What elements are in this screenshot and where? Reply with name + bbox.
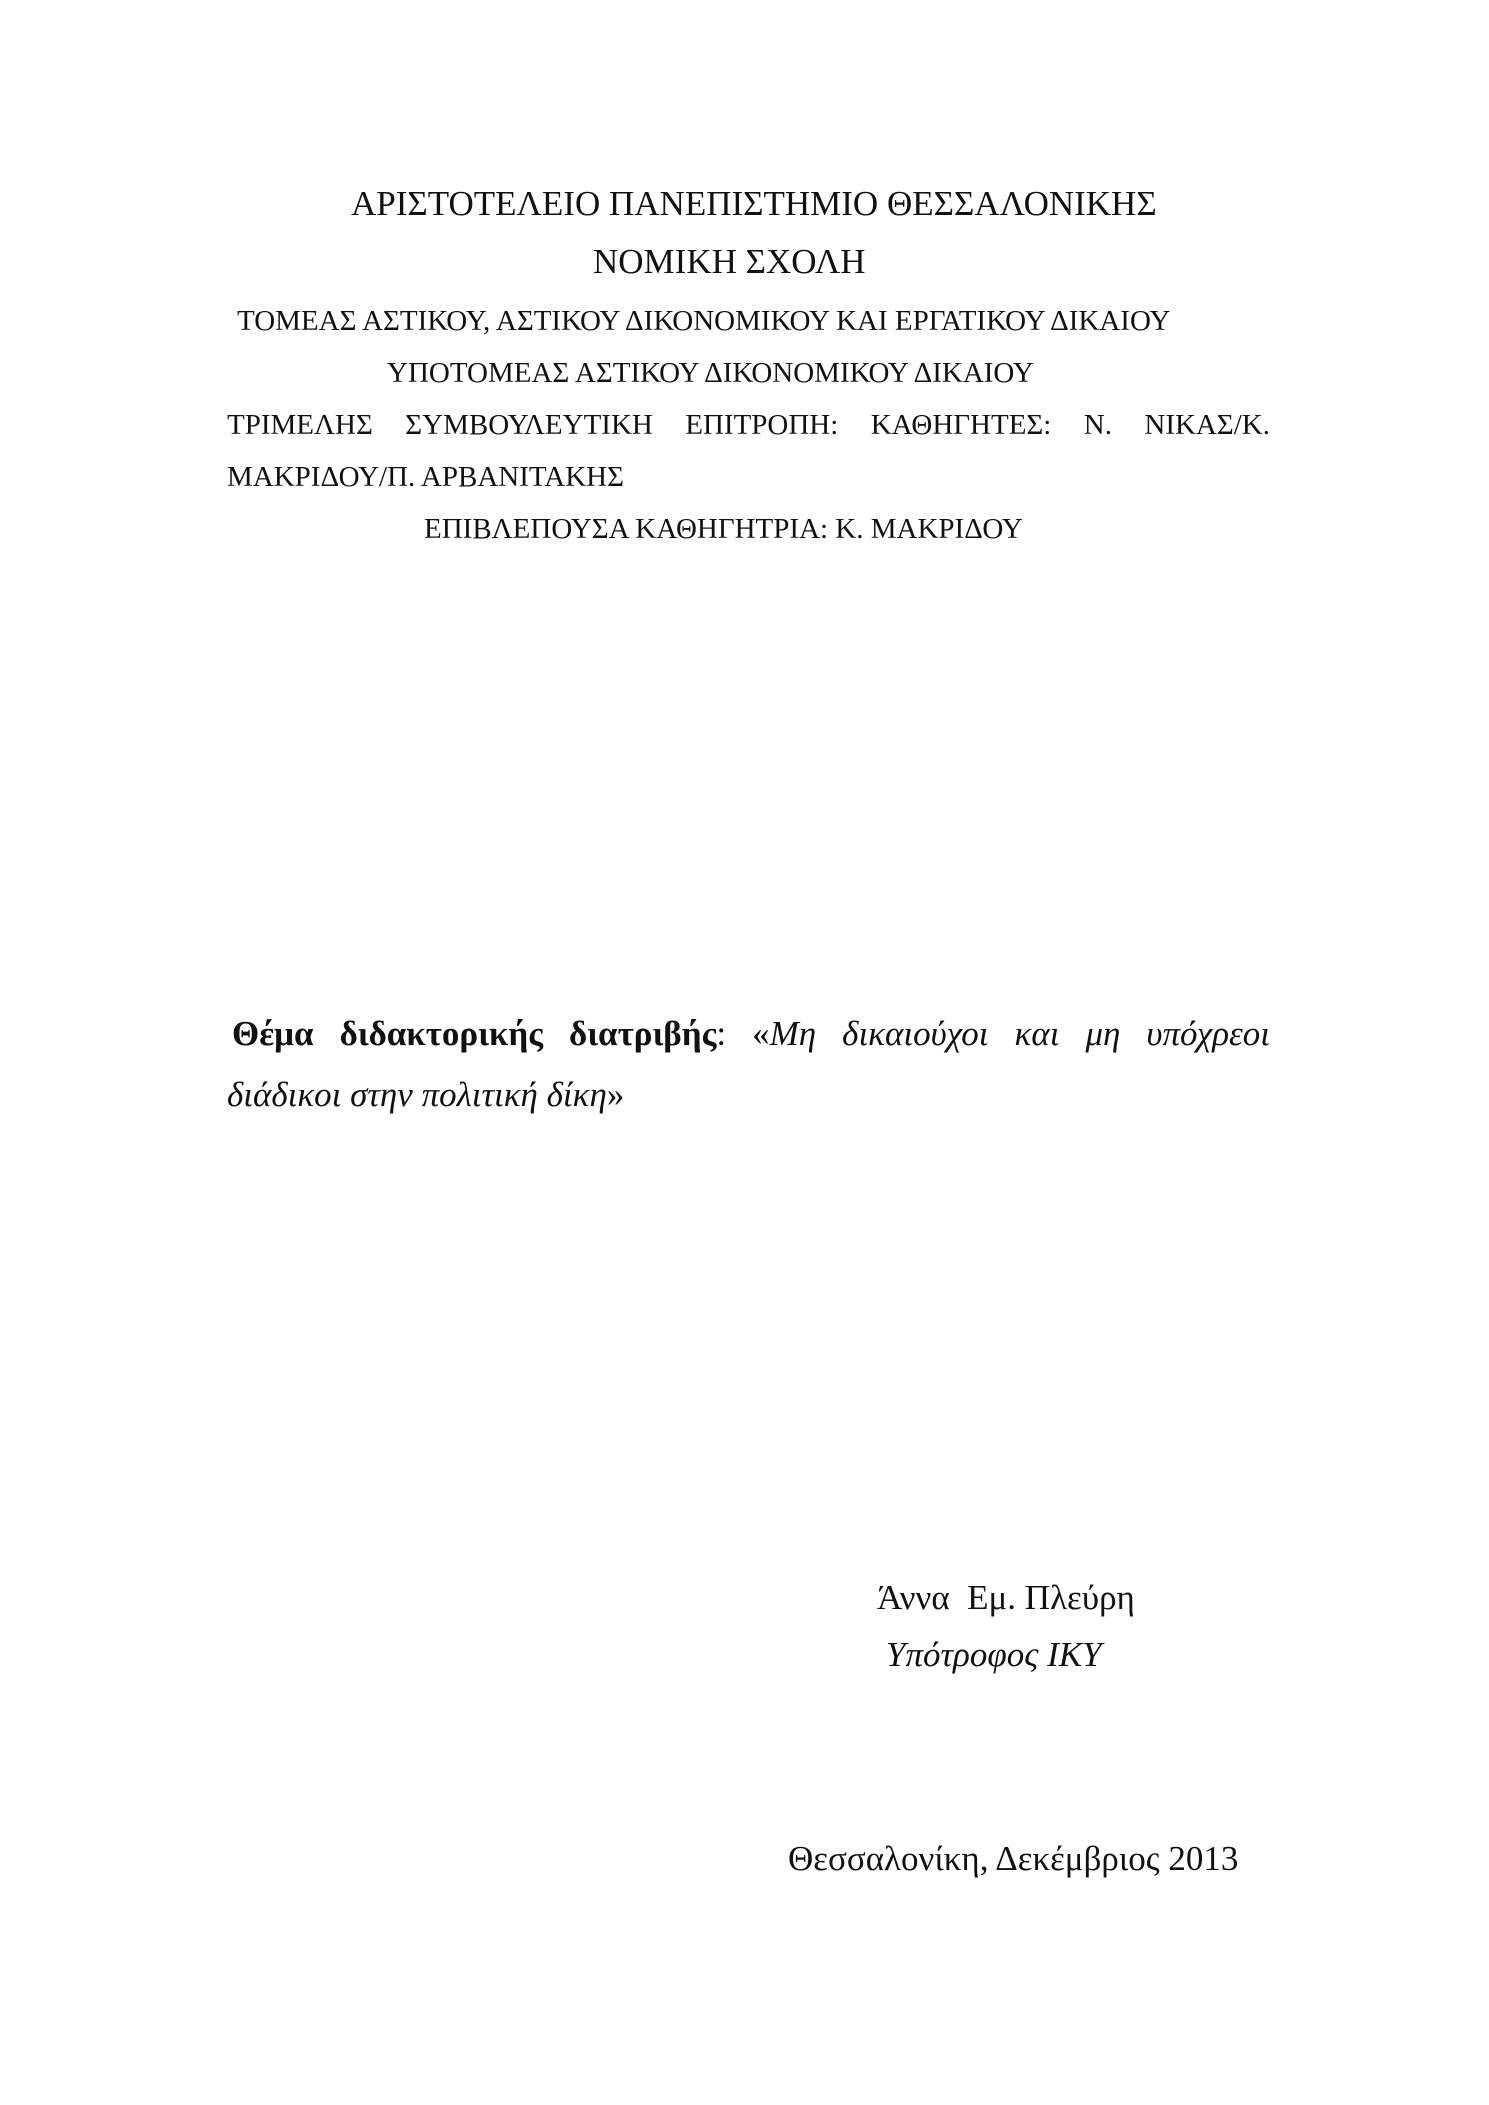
author-affiliation bbox=[886, 1637, 1102, 1672]
thesis-title-line-1 bbox=[232, 1016, 1270, 1051]
place-date: Θεσσαλονίκη, Δεκέμβριος 2013 bbox=[788, 1839, 1239, 1878]
thesis-close-quote: » bbox=[606, 1075, 625, 1114]
department-name: ΤΟΜΕΑΣ ΑΣΤΙΚΟΥ, ΑΣΤΙΚΟΥ ΔΙΚΟΝΟΜΙΚΟΥ ΚΑΙ ΕΡΓΑΤΙΚΟΥ ΔΙΚΑΙΟΥ bbox=[237, 305, 1171, 337]
thesis-title-part-1: Μη δικαιούχοι και μη υπόχρεοι bbox=[769, 1014, 1271, 1053]
thesis-title-line-2 bbox=[227, 1077, 624, 1112]
university-name: ΑΡΙΣΤΟΤΕΛΕΙΟ ΠΑΝΕΠΙΣΤΗΜΙΟ ΘΕΣΣΑΛΟΝΙΚΗΣ bbox=[351, 184, 1157, 223]
supervisor-line: ΕΠΙΒΛΕΠΟΥΣΑ ΚΑΘΗΓΗΤΡΙΑ: Κ. ΜΑΚΡΙΔΟΥ bbox=[424, 513, 1023, 545]
author-affiliation-text: Υπότροφος ΙΚΥ bbox=[886, 1635, 1102, 1674]
thesis-colon: : bbox=[716, 1014, 727, 1053]
school-name: ΝΟΜΙΚΗ ΣΧΟΛΗ bbox=[593, 242, 866, 281]
committee-line-2: ΜΑΚΡΙΔΟΥ/Π. ΑΡΒΑΝΙΤΑΚΗΣ bbox=[227, 461, 624, 493]
thesis-label: Θέμα διδακτορικής διατριβής bbox=[232, 1014, 717, 1053]
committee-line-1: ΤΡΙΜΕΛΗΣ ΣΥΜΒΟΥΛΕΥΤΙΚΗ ΕΠΙΤΡΟΠΗ: ΚΑΘΗΓΗΤΕΣ: Ν. ΝΙΚΑΣ/Κ. bbox=[227, 409, 1270, 441]
thesis-title-part-2: διάδικοι στην πολιτική δίκη bbox=[227, 1075, 607, 1114]
thesis-open-quote: « bbox=[752, 1014, 770, 1053]
subdepartment-name: ΥΠΟΤΟΜΕΑΣ ΑΣΤΙΚΟΥ ΔΙΚΟΝΟΜΙΚΟΥ ΔΙΚΑΙΟΥ bbox=[387, 357, 1034, 389]
author-name: Άννα Εμ. Πλεύρη bbox=[877, 1578, 1135, 1617]
